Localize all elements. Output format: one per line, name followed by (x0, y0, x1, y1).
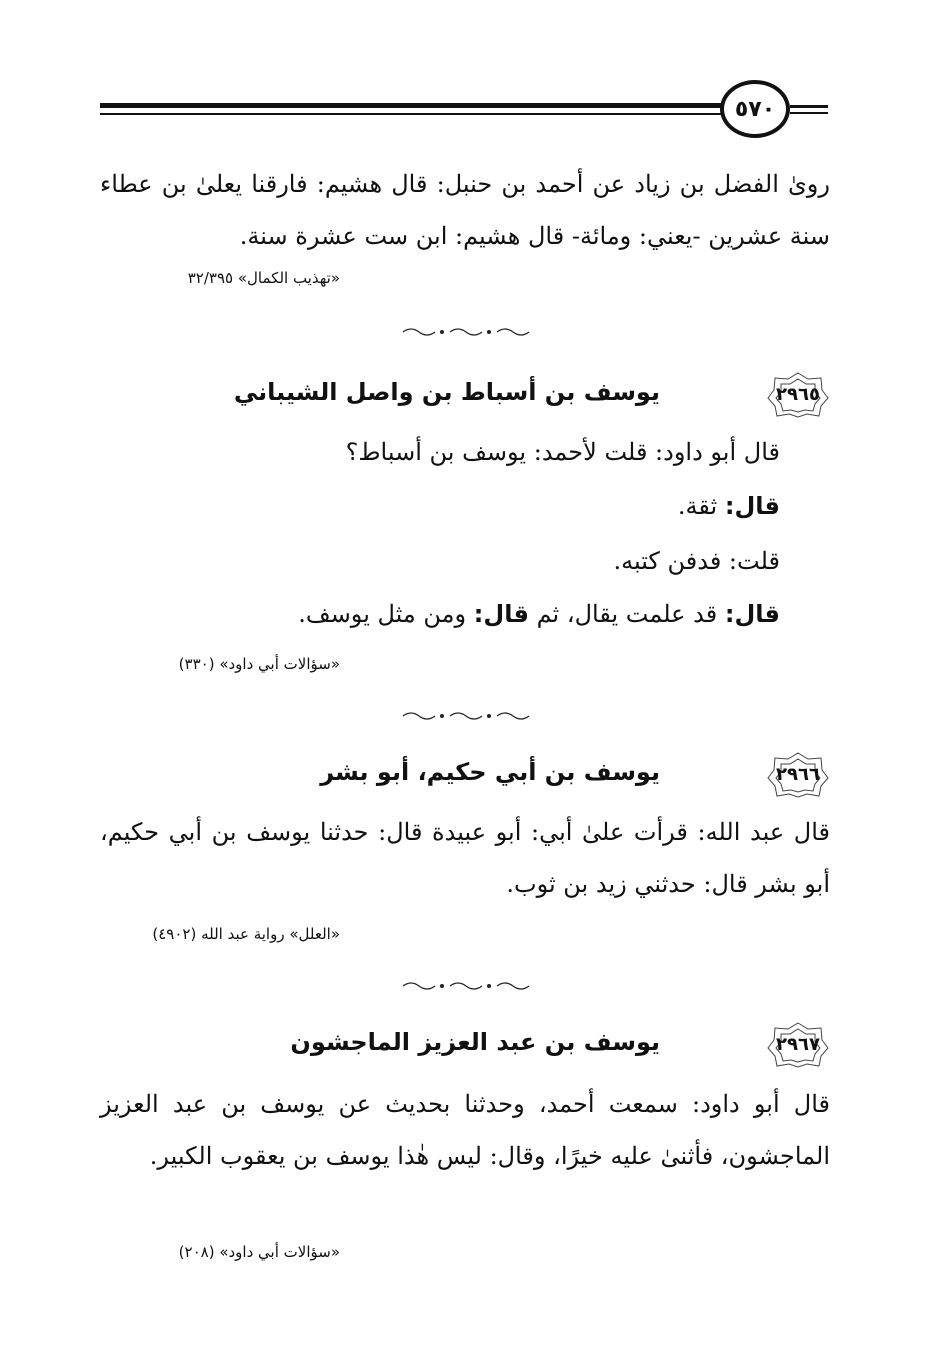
intro-paragraph: روىٰ الفضل بن زياد عن أحمد بن حنبل: قال هشيم: فارقنا يعلىٰ بن عطاء سنة عشرين -يعني: ومائة- قال هشيم: ابن ست عشرة سنة. (100, 170, 830, 250)
entry-title: يوسف بن أسباط بن واصل الشيباني (233, 378, 660, 406)
speaker-label: قال: (724, 600, 780, 628)
entry-number: ٢٩٦٧ (776, 1033, 820, 1055)
entry-title: يوسف بن عبد العزيز الماجشون (290, 1028, 660, 1056)
speaker-label: قال: (724, 492, 780, 520)
entry-number-badge (765, 370, 831, 418)
text-line: قلت: فدفن كتبه. (613, 547, 780, 575)
text-line (100, 486, 780, 526)
header-rule-thin (100, 113, 725, 115)
line-text: ومن مثل يوسف. (298, 600, 467, 628)
entry-paragraph: قال أبو داود: سمعت أحمد، وحدثنا بحديث عن يوسف بن عبد العزيز الماجشون، فأثنىٰ عليه خيرًا، وقال: ليس هٰذا يوسف بن يعقوب الكبير. (100, 1090, 830, 1170)
header-rule-right (790, 105, 828, 108)
entry-paragraph: قال عبد الله: قرأت علىٰ أبي: أبو عبيدة قال: حدثنا يوسف بن أبي حكيم، أبو بشر قال: حدثني زيد بن ثوب. (100, 818, 830, 898)
text-line: قال أبو داود: قلت لأحمد: يوسف بن أسباط؟ (345, 438, 780, 466)
entry-source: «سؤالات أبي داود» (٣٣٠) (178, 655, 340, 673)
text-line (100, 594, 780, 634)
entry-number: ٢٩٦٦ (776, 763, 820, 785)
ornament-divider (398, 980, 538, 992)
header-rule (100, 103, 725, 108)
page-number: ٥٧٠ (720, 80, 790, 138)
entry-number-badge (765, 750, 831, 798)
line-text: قد علمت يقال، ثم (536, 600, 718, 628)
entry-source: «سؤالات أبي داود» (٢٠٨) (178, 1243, 340, 1261)
entry-source: «العلل» رواية عبد الله (٤٩٠٢) (152, 925, 340, 943)
entry-title: يوسف بن أبي حكيم، أبو بشر (320, 758, 660, 786)
entry-number: ٢٩٦٥ (776, 383, 820, 405)
ornament-divider (398, 326, 538, 338)
line-text: ثقة. (677, 492, 718, 520)
speaker-label: قال: (473, 600, 529, 628)
header-rule-right-thin (790, 112, 828, 114)
entry-number-badge (765, 1020, 831, 1068)
ornament-divider (398, 710, 538, 722)
intro-source: «تهذيب الكمال» ٣٢/٣٩٥ (187, 269, 340, 287)
